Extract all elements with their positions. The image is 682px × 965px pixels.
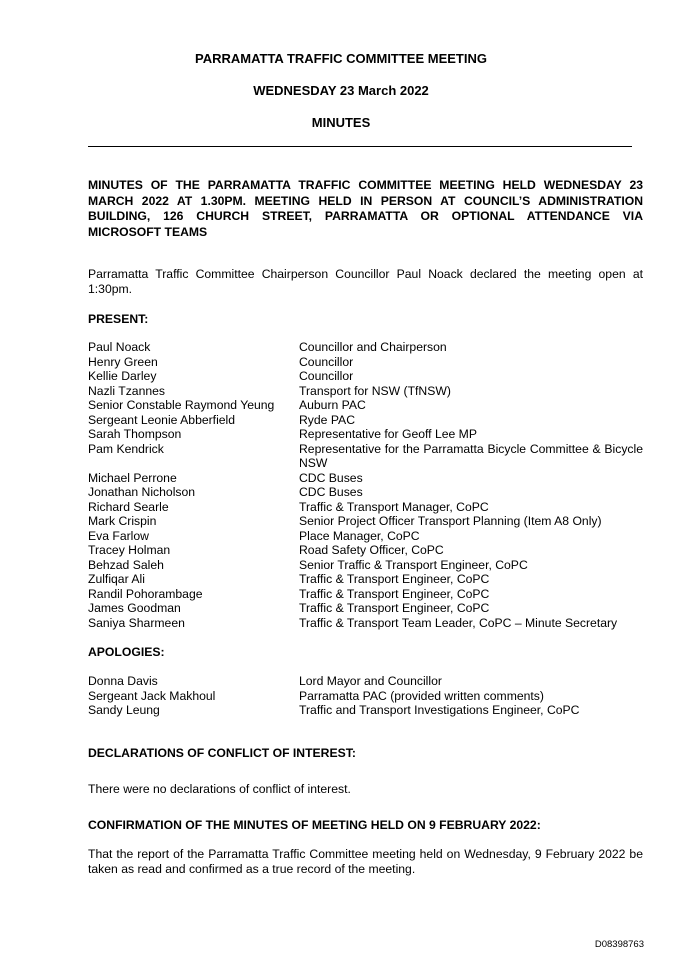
member-name: Paul Noack xyxy=(88,340,151,354)
member-name: Saniya Sharmeen xyxy=(88,615,185,630)
present-row xyxy=(88,601,643,616)
present-row xyxy=(88,340,643,355)
apology-row xyxy=(88,674,643,689)
member-role: Senior Traffic & Transport Engineer, CoPC xyxy=(299,557,528,572)
present-list xyxy=(88,340,643,630)
present-row xyxy=(88,355,643,370)
member-name: Randil Pohorambage xyxy=(88,586,203,601)
member-role: Transport for NSW (TfNSW) xyxy=(299,383,451,398)
member-role: Senior Project Officer Transport Planning (Item A8 Only) xyxy=(299,514,602,528)
member-name: Nazli Tzannes xyxy=(88,383,165,398)
member-role: Auburn PAC xyxy=(299,398,366,412)
member-role: Councillor xyxy=(299,354,354,369)
present-row xyxy=(88,529,643,544)
member-role: CDC Buses xyxy=(299,470,363,485)
present-row xyxy=(88,413,643,428)
member-role: Representative for the Parramatta Bicycle Committee & Bicycle NSW xyxy=(299,441,643,470)
present-row xyxy=(88,369,643,384)
member-name: James Goodman xyxy=(88,601,181,615)
member-name: Mark Crispin xyxy=(88,514,157,528)
member-role: Traffic & Transport Engineer, CoPC xyxy=(299,572,490,586)
member-name: Tracey Holman xyxy=(88,543,171,557)
present-row xyxy=(88,398,643,413)
document-id: D08398763 xyxy=(594,939,644,950)
apologies-heading: APOLOGIES: xyxy=(88,645,165,659)
member-name: Sergeant Leonie Abberfield xyxy=(88,412,236,427)
member-role: CDC Buses xyxy=(299,485,363,499)
member-name: Zulfiqar Ali xyxy=(88,572,145,586)
member-name: Sandy Leung xyxy=(88,703,160,717)
member-role: Ryde PAC xyxy=(299,412,355,427)
confirmation-heading: CONFIRMATION OF THE MINUTES OF MEETING HELD ON 9 FEBRUARY 2022: xyxy=(88,818,541,832)
conflict-text: There were no declarations of conflict of interest. xyxy=(88,782,351,796)
present-row xyxy=(88,514,643,529)
present-heading: PRESENT: xyxy=(88,312,149,326)
present-row xyxy=(88,384,643,399)
member-role: Lord Mayor and Councillor xyxy=(299,674,442,688)
member-role: Councillor and Chairperson xyxy=(299,340,447,354)
document-title: PARRAMATTA TRAFFIC COMMITTEE MEETING xyxy=(195,51,487,66)
member-name: Kellie Darley xyxy=(88,369,157,383)
present-row xyxy=(88,558,643,573)
member-name: Henry Green xyxy=(88,354,158,369)
member-role: Parramatta PAC (provided written comments) xyxy=(299,688,544,703)
member-role: Traffic & Transport Team Leader, CoPC – Minute Secretary xyxy=(299,615,618,630)
member-name: Senior Constable Raymond Yeung xyxy=(88,398,275,412)
member-role: Place Manager, CoPC xyxy=(299,528,420,543)
present-row xyxy=(88,427,643,442)
present-row xyxy=(88,572,643,587)
member-name: Richard Searle xyxy=(88,499,169,514)
member-name: Michael Perrone xyxy=(88,470,177,485)
member-role: Traffic and Transport Investigations Engineer, CoPC xyxy=(299,703,580,717)
apologies-list xyxy=(88,674,643,718)
present-row xyxy=(88,442,643,471)
member-role: Traffic & Transport Manager, CoPC xyxy=(299,499,489,514)
member-name: Pam Kendrick xyxy=(88,441,164,456)
present-row xyxy=(88,485,643,500)
member-name: Sergeant Jack Makhoul xyxy=(88,688,216,703)
present-row xyxy=(88,500,643,515)
apology-row xyxy=(88,703,643,718)
member-role: Councillor xyxy=(299,369,354,383)
apology-row xyxy=(88,689,643,704)
present-row xyxy=(88,587,643,602)
member-name: Eva Farlow xyxy=(88,528,149,543)
member-name: Donna Davis xyxy=(88,674,158,688)
member-name: Jonathan Nicholson xyxy=(88,485,196,499)
member-name: Sarah Thompson xyxy=(88,427,182,441)
member-role: Traffic & Transport Engineer, CoPC xyxy=(299,586,490,601)
confirmation-text: That the report of the Parramatta Traffic Committee meeting held on Wednesday, 9 February 2022 be taken as read and confirmed as a true record of the meeting. xyxy=(88,847,643,876)
intro-heading: MINUTES OF THE PARRAMATTA TRAFFIC COMMITTEE MEETING HELD WEDNESDAY 23 MARCH 2022 AT 1.30PM. MEETING HELD IN PERSON AT COUNCIL’S ADMINISTRATION BUILDING, 126 CHURCH STREET, PARRAMATTA OR OPTIONAL ATTENDANCE VIA MICROSOFT TEAMS xyxy=(88,178,643,239)
conflict-heading: DECLARATIONS OF CONFLICT OF INTEREST: xyxy=(88,746,356,760)
present-row xyxy=(88,543,643,558)
member-role: Road Safety Officer, CoPC xyxy=(299,543,444,557)
opening-paragraph: Parramatta Traffic Committee Chairperson Councillor Paul Noack declared the meeting open at 1:30pm. xyxy=(88,267,643,296)
present-row xyxy=(88,616,643,631)
member-role: Representative for Geoff Lee MP xyxy=(299,427,477,441)
present-row xyxy=(88,471,643,486)
document-subtitle: MINUTES xyxy=(311,115,371,130)
header-divider xyxy=(88,146,632,147)
member-name: Behzad Saleh xyxy=(88,557,164,572)
member-role: Traffic & Transport Engineer, CoPC xyxy=(299,601,490,615)
meeting-date: WEDNESDAY 23 March 2022 xyxy=(253,83,429,98)
